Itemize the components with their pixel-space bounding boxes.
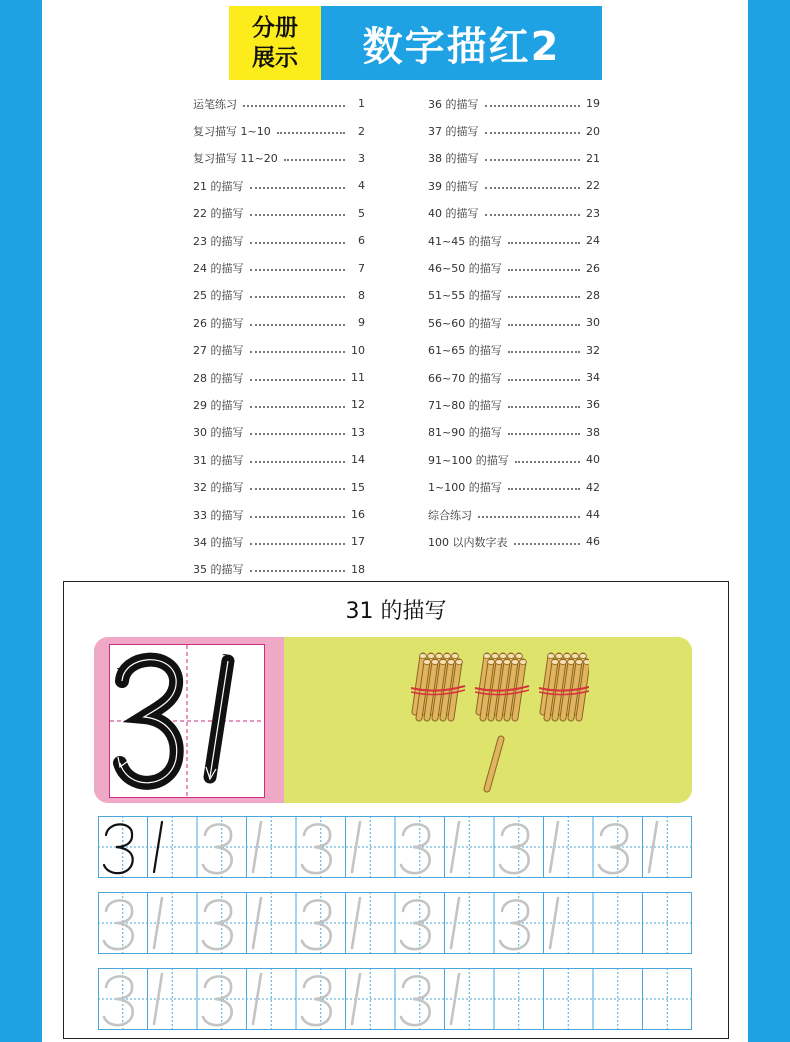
toc-entry: [193, 556, 365, 583]
toc-entry: [193, 145, 365, 172]
toc-entry-page: 44: [586, 508, 600, 522]
toc-leader-dots: [250, 296, 346, 298]
toc-right-column: [428, 90, 600, 556]
toc-entry-title: 46~50 的描写: [428, 262, 502, 276]
toc-entry-title: 21 的描写: [193, 179, 244, 193]
toc-leader-dots: [243, 105, 345, 107]
toc-entry-page: 7: [358, 261, 365, 275]
toc-entry-title: 运笔练习: [193, 97, 237, 111]
toc-leader-dots: [250, 187, 346, 189]
toc-entry: [428, 501, 600, 528]
toc-entry-title: 39 的描写: [428, 179, 479, 193]
toc-entry: [428, 446, 600, 473]
toc-entry-title: 38 的描写: [428, 152, 479, 166]
counting-sticks: [399, 647, 589, 797]
toc-entry-page: 22: [586, 179, 600, 193]
toc-entry-page: 40: [586, 453, 600, 467]
tracing-grid: [98, 892, 692, 954]
toc-entry-title: 30 的描写: [193, 426, 244, 440]
toc-entry-title: 35 的描写: [193, 563, 244, 577]
toc-entry: [428, 419, 600, 446]
toc-entry: [428, 200, 600, 227]
toc-entry-page: 26: [586, 261, 600, 275]
toc-entry: [193, 254, 365, 281]
toc-entry: [428, 282, 600, 309]
toc-leader-dots: [277, 132, 345, 134]
toc-leader-dots: [508, 351, 580, 353]
toc-entry: [193, 90, 365, 117]
toc-entry-page: 8: [358, 288, 365, 302]
stroke-number-2: 2: [222, 653, 229, 664]
single-stick: [487, 739, 501, 789]
toc-entry-title: 61~65 的描写: [428, 344, 502, 358]
toc-leader-dots: [508, 269, 580, 271]
toc-entry: [193, 309, 365, 336]
tracing-grid: [98, 968, 692, 1030]
toc-leader-dots: [485, 105, 581, 107]
toc-leader-dots: [508, 488, 580, 490]
toc-entry-page: 32: [586, 343, 600, 357]
toc-entry-page: 11: [351, 371, 365, 385]
toc-entry-page: 12: [351, 398, 365, 412]
toc-entry-page: 24: [586, 234, 600, 248]
stroke-order-drawing: [110, 645, 264, 797]
stick-bundle: [475, 654, 529, 719]
toc-leader-dots: [508, 324, 580, 326]
toc-leader-dots: [485, 132, 581, 134]
toc-leader-dots: [508, 433, 580, 435]
toc-entry: [193, 337, 365, 364]
toc-entry-page: 3: [358, 151, 365, 165]
toc-entry-page: 17: [351, 535, 365, 549]
toc-entry: [428, 364, 600, 391]
toc-entry-page: 20: [586, 124, 600, 138]
toc-entry-title: 71~80 的描写: [428, 398, 502, 412]
toc-entry-title: 51~55 的描写: [428, 289, 502, 303]
toc-leader-dots: [250, 214, 346, 216]
toc-left-column: [193, 90, 365, 583]
toc-entry-page: 38: [586, 425, 600, 439]
toc-entry: [193, 501, 365, 528]
toc-entry-page: 28: [586, 288, 600, 302]
left-blue-border: [0, 0, 42, 1042]
toc-entry-title: 综合练习: [428, 508, 472, 522]
toc-leader-dots: [250, 351, 346, 353]
stroke-order-grid: [109, 644, 265, 798]
toc-entry: [428, 145, 600, 172]
toc-entry-title: 28 的描写: [193, 371, 244, 385]
toc-entry-title: 26 的描写: [193, 316, 244, 330]
toc-entry: [193, 473, 365, 500]
toc-entry: [428, 473, 600, 500]
toc-leader-dots: [250, 488, 346, 490]
toc-leader-dots: [515, 461, 580, 463]
toc-entry-page: 46: [586, 535, 600, 549]
toc-entry-title: 40 的描写: [428, 207, 479, 221]
toc-entry: [428, 528, 600, 555]
toc-entry: [193, 364, 365, 391]
toc-leader-dots: [508, 296, 580, 298]
toc-leader-dots: [508, 406, 580, 408]
toc-entry: [428, 309, 600, 336]
toc-leader-dots: [485, 214, 581, 216]
toc-entry-page: 10: [351, 343, 365, 357]
toc-entry-title: 22 的描写: [193, 207, 244, 221]
sample-title: 31 的描写: [345, 599, 447, 624]
toc-entry-title: 41~45 的描写: [428, 234, 502, 248]
toc-entry: [428, 337, 600, 364]
toc-entry-title: 66~70 的描写: [428, 371, 502, 385]
demo-pink-area: [94, 637, 284, 803]
toc-entry-page: 14: [351, 453, 365, 467]
toc-entry: [193, 200, 365, 227]
toc-entry-page: 6: [358, 234, 365, 248]
toc-entry-title: 100 以内数字表: [428, 535, 508, 549]
toc-leader-dots: [284, 159, 345, 161]
toc-leader-dots: [250, 379, 346, 381]
toc-entry: [193, 528, 365, 555]
toc-entry-page: 15: [351, 480, 365, 494]
toc-entry-page: 4: [358, 179, 365, 193]
toc-entry: [193, 446, 365, 473]
toc-entry-page: 30: [586, 316, 600, 330]
toc-entry-page: 13: [351, 425, 365, 439]
toc-leader-dots: [508, 379, 580, 381]
stroke-number-1: 1: [116, 667, 123, 678]
toc-leader-dots: [250, 406, 346, 408]
practice-row-3: [98, 968, 692, 1030]
toc-entry-title: 34 的描写: [193, 535, 244, 549]
toc-entry-page: 18: [351, 562, 365, 576]
toc-entry: [428, 391, 600, 418]
sample-page: [63, 581, 729, 1039]
toc-entry-page: 5: [358, 206, 365, 220]
toc-entry-title: 81~90 的描写: [428, 426, 502, 440]
toc-entry: [193, 419, 365, 446]
toc-entry: [428, 117, 600, 144]
toc-leader-dots: [250, 570, 346, 572]
toc-leader-dots: [250, 516, 346, 518]
toc-leader-dots: [250, 242, 346, 244]
toc-entry-title: 复习描写 1~10: [193, 125, 271, 139]
toc-entry-title: 29 的描写: [193, 398, 244, 412]
toc-entry-title: 23 的描写: [193, 234, 244, 248]
toc-leader-dots: [250, 324, 346, 326]
toc-entry-title: 24 的描写: [193, 262, 244, 276]
toc-leader-dots: [250, 269, 346, 271]
toc-entry-title: 56~60 的描写: [428, 316, 502, 330]
toc-entry-page: 1: [358, 97, 365, 111]
toc-entry-title: 复习描写 11~20: [193, 152, 278, 166]
toc-entry-page: 2: [358, 124, 365, 138]
toc-entry-page: 34: [586, 371, 600, 385]
toc-entry-title: 25 的描写: [193, 289, 244, 303]
toc-entry-page: 16: [351, 508, 365, 522]
demo-panel: [94, 637, 692, 803]
toc-entry-page: 9: [358, 316, 365, 330]
book-title: 数字描红2: [321, 6, 602, 80]
stick-bundle: [411, 654, 465, 719]
toc-entry-title: 1~100 的描写: [428, 481, 502, 495]
toc-entry-title: 31 的描写: [193, 453, 244, 467]
toc-entry: [428, 172, 600, 199]
toc-leader-dots: [514, 543, 581, 545]
toc-leader-dots: [485, 159, 581, 161]
toc-entry: [193, 117, 365, 144]
volume-badge: [229, 6, 321, 80]
toc-entry-title: 27 的描写: [193, 344, 244, 358]
toc-entry-title: 33 的描写: [193, 508, 244, 522]
right-blue-border: [748, 0, 790, 1042]
toc-entry-page: 36: [586, 398, 600, 412]
badge-line-1: 分册: [252, 15, 298, 41]
practice-row-2: [98, 892, 692, 954]
practice-row-1: [98, 816, 692, 878]
toc-entry: [193, 391, 365, 418]
toc-leader-dots: [250, 461, 346, 463]
badge-line-2: 展示: [252, 45, 298, 71]
toc-leader-dots: [250, 433, 346, 435]
toc-leader-dots: [250, 543, 346, 545]
toc-entry: [428, 90, 600, 117]
toc-entry: [428, 254, 600, 281]
toc-entry: [193, 172, 365, 199]
toc-entry: [193, 282, 365, 309]
toc-entry-page: 19: [586, 97, 600, 111]
toc-entry-title: 36 的描写: [428, 97, 479, 111]
toc-leader-dots: [508, 242, 580, 244]
toc-entry: [193, 227, 365, 254]
toc-entry: [428, 227, 600, 254]
toc-entry-title: 32 的描写: [193, 481, 244, 495]
toc-entry-title: 91~100 的描写: [428, 453, 509, 467]
stick-bundle: [539, 654, 589, 719]
toc-entry-page: 42: [586, 480, 600, 494]
toc-entry-page: 21: [586, 151, 600, 165]
toc-entry-title: 37 的描写: [428, 125, 479, 139]
toc-entry-page: 23: [586, 206, 600, 220]
toc-leader-dots: [485, 187, 581, 189]
toc-leader-dots: [478, 516, 580, 518]
